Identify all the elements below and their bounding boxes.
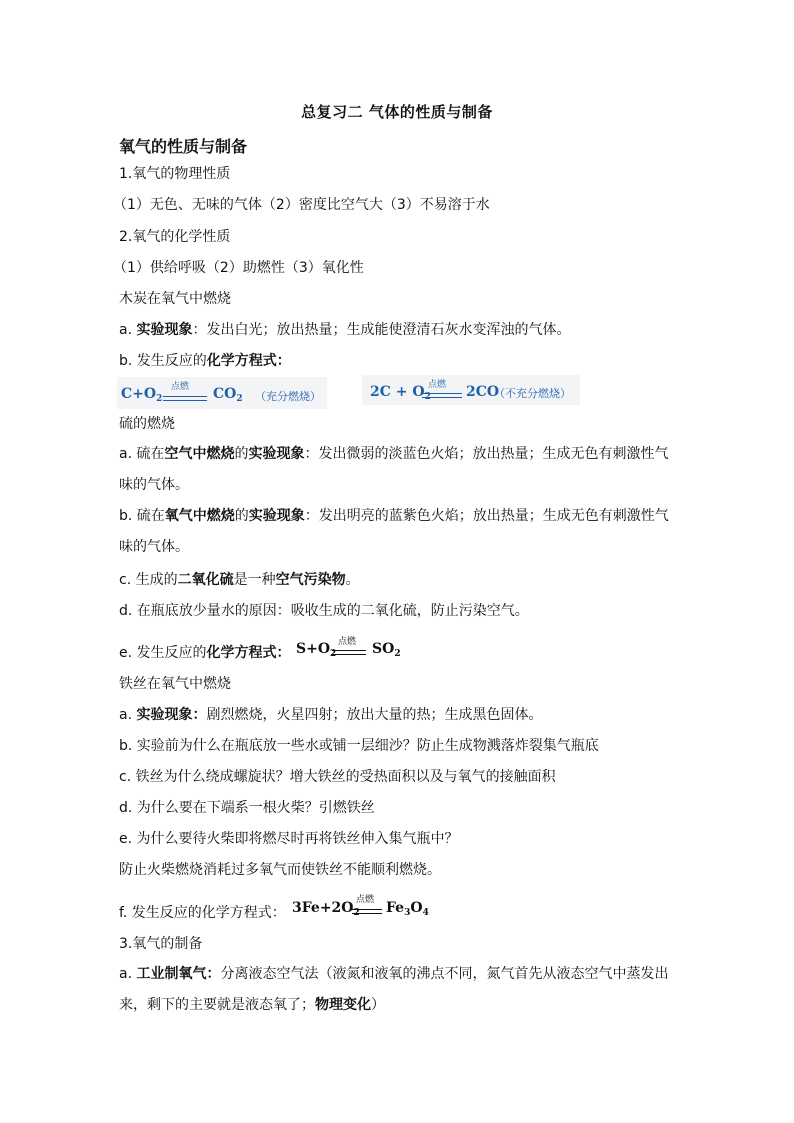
oxygen-preparation-heading: 3.氧气的制备: [119, 936, 203, 952]
oxygen-physical-heading: 1.氧气的物理性质: [119, 166, 231, 182]
equation-image-iron: [288, 889, 434, 925]
sulfur-item-e: e. 发生反应的化学方程式：: [119, 645, 291, 661]
equation-product: $CO_2$: [213, 386, 243, 404]
oxygen-physical-items: （1）无色、无味的气体（2）密度比空气大（3）不易溶于水: [113, 197, 490, 213]
equation-image-sulfur: [292, 632, 404, 664]
section-heading: 氧气的性质与制备: [119, 137, 248, 156]
sulfur-item-d: d. 在瓶底放少量水的原因：吸收生成的二氧化硫，防止污染空气。: [119, 603, 529, 619]
sulfur-item-a: a. 硫在空气中燃烧的实验现象：发出微弱的淡蓝色火焰；放出热量；生成无色有刺激性气味的气体。: [119, 446, 669, 493]
charcoal-item-b: b. 发生反应的化学方程式：: [119, 353, 291, 369]
iron-item-e: e. 为什么要待火柴即将燃尽时再将铁丝伸入集气瓶中？: [119, 831, 459, 847]
equation-condition: 点燃: [356, 895, 375, 905]
equation-condition: 点燃: [338, 637, 357, 647]
equation-reactants: $3Fe+2O_2$: [292, 900, 360, 918]
equation-condition: 点燃: [171, 382, 190, 392]
iron-heading: 铁丝在氧气中燃烧: [119, 676, 231, 692]
equation-condition: 点燃: [428, 380, 447, 390]
equation-image-charcoal-complete: [117, 377, 327, 409]
equation-arrow: [332, 650, 366, 655]
equation-product: 2CO: [466, 384, 500, 400]
equation-product: $SO_2$: [372, 641, 401, 659]
sulfur-item-b: b. 硫在氧气中燃烧的实验现象：发出明亮的蓝紫色火焰；放出热量；生成无色有刺激性气味的气体。: [119, 508, 669, 555]
equation-product: $Fe_3O_4$: [386, 900, 429, 918]
oxygen-chemical-heading: 2.氧气的化学性质: [119, 229, 231, 245]
charcoal-item-a: a. 实验现象：发出白光；放出热量；生成能使澄清石灰水变浑浊的气体。: [119, 322, 571, 338]
sulfur-item-c: c. 生成的二氧化硫是一种空气污染物。: [119, 572, 360, 588]
charcoal-heading: 木炭在氧气中燃烧: [119, 291, 231, 307]
equation-reactants: $C+O_2$: [121, 386, 163, 404]
equation-reactants: $2C + O_2$: [370, 384, 431, 402]
iron-item-a: a. 实验现象：剧烈燃烧，火星四射；放出大量的热；生成黑色固体。: [119, 707, 543, 723]
iron-item-f: f. 发生反应的化学方程式：: [119, 905, 286, 921]
equation-arrow: [422, 393, 462, 398]
iron-item-d: d. 为什么要在下端系一根火柴？引燃铁丝: [119, 800, 375, 816]
iron-item-c: c. 铁丝为什么绕成螺旋状？增大铁丝的受热面积以及与氧气的接触面积: [119, 769, 556, 785]
iron-item-b: b. 实验前为什么在瓶底放一些水或铺一层细沙？防止生成物溅落炸裂集气瓶底: [119, 738, 599, 754]
equation-arrow: [352, 909, 382, 914]
oxygen-chemical-items: （1）供给呼吸（2）助燃性（3）氧化性: [113, 260, 364, 276]
page-title: 总复习二 气体的性质与制备: [301, 103, 493, 121]
iron-item-e-answer: 防止火柴燃烧消耗过多氧气而使铁丝不能顺利燃烧。: [119, 862, 441, 878]
equation-reactants: $S+O_2$: [296, 641, 337, 659]
sulfur-heading: 硫的燃烧: [119, 416, 175, 432]
industrial-oxygen-item: a. 工业制氧气：分离液态空气法（液氮和液氧的沸点不同，氮气首先从液态空气中蒸发出来，剩下的主要就是液态氧了；物理变化）: [119, 966, 669, 1013]
equation-note: （不充分燃烧）: [494, 387, 571, 400]
equation-image-charcoal-incomplete: [362, 375, 580, 405]
equation-note: （充分燃烧）: [255, 390, 321, 403]
equation-arrow: [163, 396, 207, 401]
